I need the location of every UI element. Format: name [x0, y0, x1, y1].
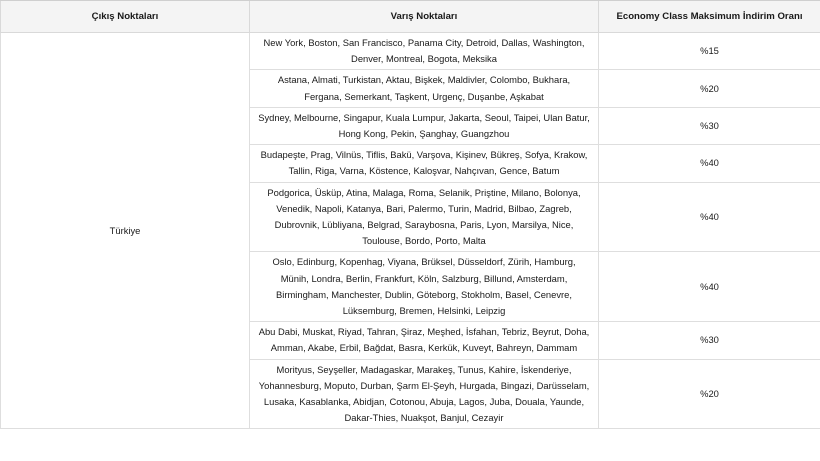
discount-cell: %40	[599, 145, 820, 182]
destinations-cell: Sydney, Melbourne, Singapur, Kuala Lumpur, Jakarta, Seoul, Taipei, Ulan Batur, Hong Kong, Pekin, Şanghay, Guangzhou	[250, 107, 599, 144]
header-discount: Economy Class Maksimum İndirim Oranı	[599, 1, 820, 33]
destinations-cell: Astana, Almati, Turkistan, Aktau, Bişkek, Maldivler, Colombo, Bukhara, Fergana, Semerkant, Taşkent, Urgenç, Duşanbe, Aşkabat	[250, 70, 599, 107]
top-divider	[0, 0, 820, 1]
origin-cell: Türkiye	[1, 33, 250, 429]
destinations-cell: Oslo, Edinburg, Kopenhag, Viyana, Brüksel, Düsseldorf, Zürih, Hamburg, Münih, Londra, Berlin, Frankfurt, Köln, Salzburg, Billund, Amsterdam, Birmingham, Manchester, Dublin, Göteborg, Stokholm, Basel, Cenevre, Lüksemburg, Bremen, Helsinki, Leipzig	[250, 252, 599, 322]
header-origin: Çıkış Noktaları	[1, 1, 250, 33]
discount-cell: %40	[599, 252, 820, 322]
discount-cell: %30	[599, 107, 820, 144]
destinations-cell: Morityus, Seyşeller, Madagaskar, Marakeş, Tunus, Kahire, İskenderiye, Yohannesburg, Moputo, Durban, Şarm El-Şeyh, Hurgada, Bingazi, Darüsselam, Lusaka, Kasablanka, Abidjan, Cotonou, Abuja, Lagos, Juba, Douala, Yaunde, Dakar-Thies, Nuakşot, Banjul, Cezayir	[250, 359, 599, 429]
header-destinations: Varış Noktaları	[250, 1, 599, 33]
table-header-row	[1, 1, 820, 33]
destinations-cell: Podgorica, Üsküp, Atina, Malaga, Roma, Selanik, Priştine, Milano, Bolonya, Venedik, Napoli, Katanya, Bari, Palermo, Turin, Madrid, Bilbao, Zagreb, Dubrovnik, Lübliyana, Belgrad, Saraybosna, Paris, Lyon, Marsilya, Nice, Toulouse, Bordo, Porto, Malta	[250, 182, 599, 252]
destinations-cell: New York, Boston, San Francisco, Panama City, Detroid, Dallas, Washington, Denver, Montreal, Bogota, Meksika	[250, 33, 599, 70]
discount-cell: %30	[599, 322, 820, 359]
destinations-cell: Budapeşte, Prag, Vilnüs, Tiflis, Bakü, Varşova, Kişinev, Bükreş, Sofya, Krakow, Tallin, Riga, Varna, Köstence, Kaloşvar, Nahçıvan, Gence, Batum	[250, 145, 599, 182]
discount-cell: %40	[599, 182, 820, 252]
table-row	[1, 33, 820, 70]
discount-cell: %15	[599, 33, 820, 70]
discount-cell: %20	[599, 70, 820, 107]
destinations-cell: Abu Dabi, Muskat, Riyad, Tahran, Şiraz, Meşhed, İsfahan, Tebriz, Beyrut, Doha, Amman, Akabe, Erbil, Bağdat, Basra, Kerkük, Kuveyt, Bahreyn, Dammam	[250, 322, 599, 359]
discount-cell: %20	[599, 359, 820, 429]
